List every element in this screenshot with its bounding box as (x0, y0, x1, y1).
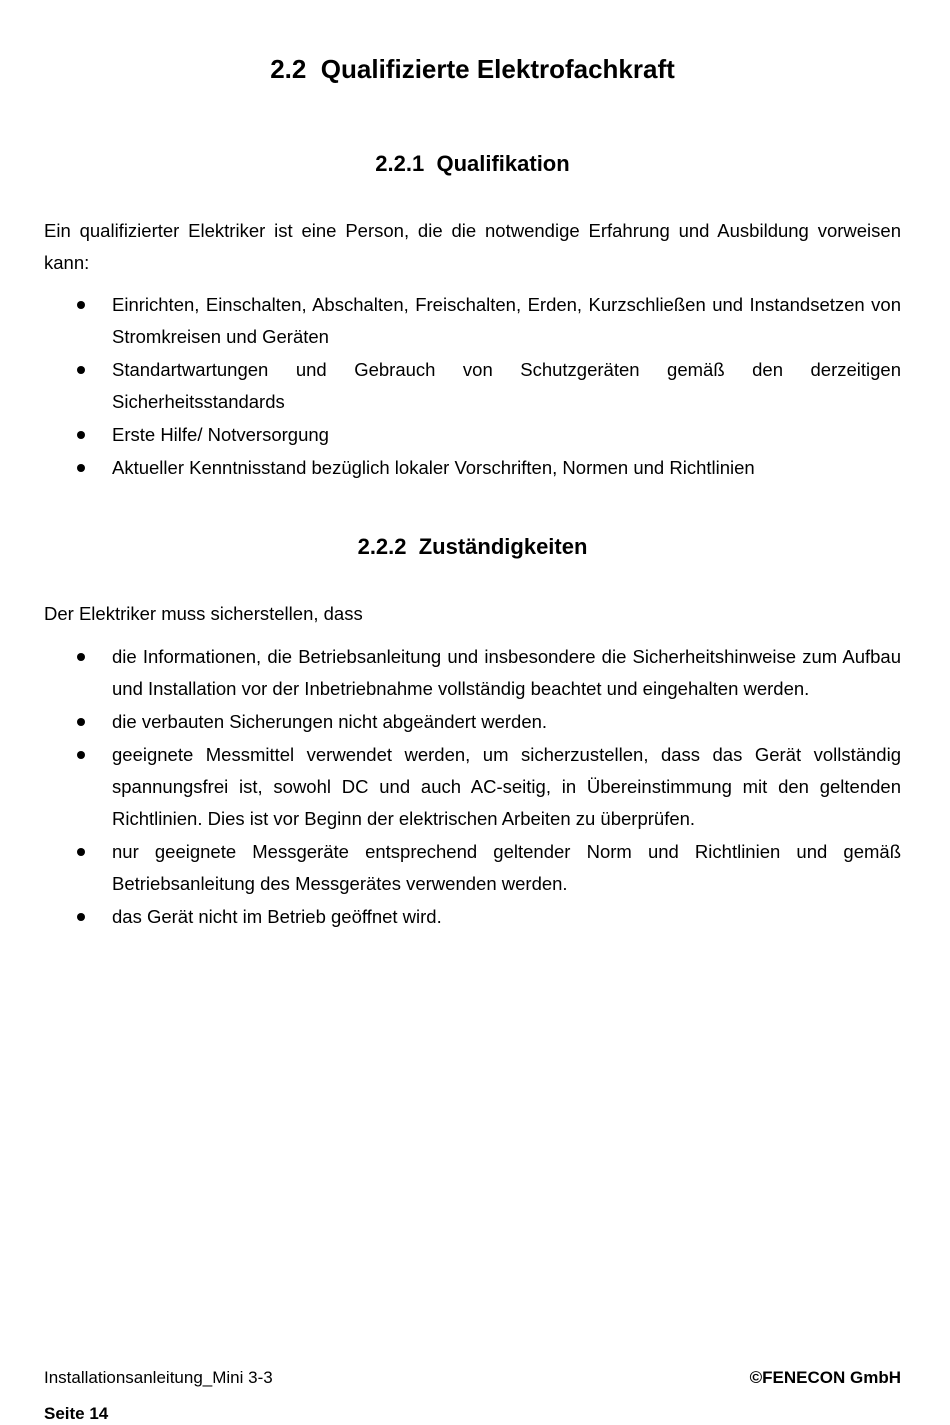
list-item-text: die Informationen, die Betriebsanleitung und insbesondere die Sicherheitshinweise zum Aufbau und Installation vor der Inbetriebnahme vollständig beachtet und eingehalten werden. (112, 646, 901, 699)
bullet-icon (77, 366, 85, 374)
list-item (44, 706, 901, 738)
list-item-text: Standartwartungen und Gebrauch von Schutzgeräten gemäß den derzeitigen Sicherheitsstandards (112, 359, 901, 412)
qualifikation-intro-paragraph: Ein qualifizierter Elektriker ist eine Person, die die notwendige Erfahrung und Ausbildung vorweisen kann: (44, 220, 901, 273)
list-item-text: Aktueller Kenntnisstand bezüglich lokaler Vorschriften, Normen und Richtlinien (112, 457, 755, 478)
list-item (44, 901, 901, 933)
footer-copyright: ©FENECON GmbH (749, 1368, 901, 1387)
list-item-text: nur geeignete Messgeräte entsprechend geltender Norm und Richtlinien und gemäß Betriebsanleitung des Messgerätes verwenden werden. (112, 841, 901, 894)
bullet-icon (77, 653, 85, 661)
bullet-icon (77, 464, 85, 472)
list-item (44, 739, 901, 835)
list-item-text: Erste Hilfe/ Notversorgung (112, 424, 329, 445)
list-item (44, 354, 901, 418)
subsection-heading-zustaendigkeiten: 2.2.2 Zuständigkeiten (357, 534, 588, 559)
bullet-icon (77, 431, 85, 439)
zustaendigkeiten-list (44, 641, 901, 934)
footer-document-name: Installationsanleitung_Mini 3-3 (44, 1368, 273, 1387)
bullet-icon (77, 913, 85, 921)
qualifikation-list (44, 289, 901, 485)
zustaendigkeiten-intro-paragraph: Der Elektriker muss sicherstellen, dass (44, 603, 363, 624)
page-number: Seite 14 (44, 1404, 109, 1423)
list-item (44, 419, 901, 451)
bullet-icon (77, 751, 85, 759)
bullet-icon (77, 718, 85, 726)
list-item (44, 452, 901, 484)
list-item (44, 289, 901, 353)
section-heading: 2.2 Qualifizierte Elektrofachkraft (270, 54, 675, 84)
list-item-text: Einrichten, Einschalten, Abschalten, Freischalten, Erden, Kurzschließen und Instandsetzen von Stromkreisen und Geräten (112, 294, 901, 347)
bullet-icon (77, 848, 85, 856)
list-item-text: geeignete Messmittel verwendet werden, um sicherzustellen, dass das Gerät vollständig spannungsfrei ist, sowohl DC und auch AC-seitig, in Übereinstimmung mit den geltenden Richtlinien. Dies ist vor Beginn der elektrischen Arbeiten zu überprüfen. (112, 744, 901, 829)
subsection-heading-qualifikation: 2.2.1 Qualifikation (375, 151, 570, 176)
list-item-text: das Gerät nicht im Betrieb geöffnet wird. (112, 906, 442, 927)
list-item-text: die verbauten Sicherungen nicht abgeändert werden. (112, 711, 548, 732)
bullet-icon (77, 301, 85, 309)
list-item (44, 836, 901, 900)
list-item (44, 641, 901, 705)
